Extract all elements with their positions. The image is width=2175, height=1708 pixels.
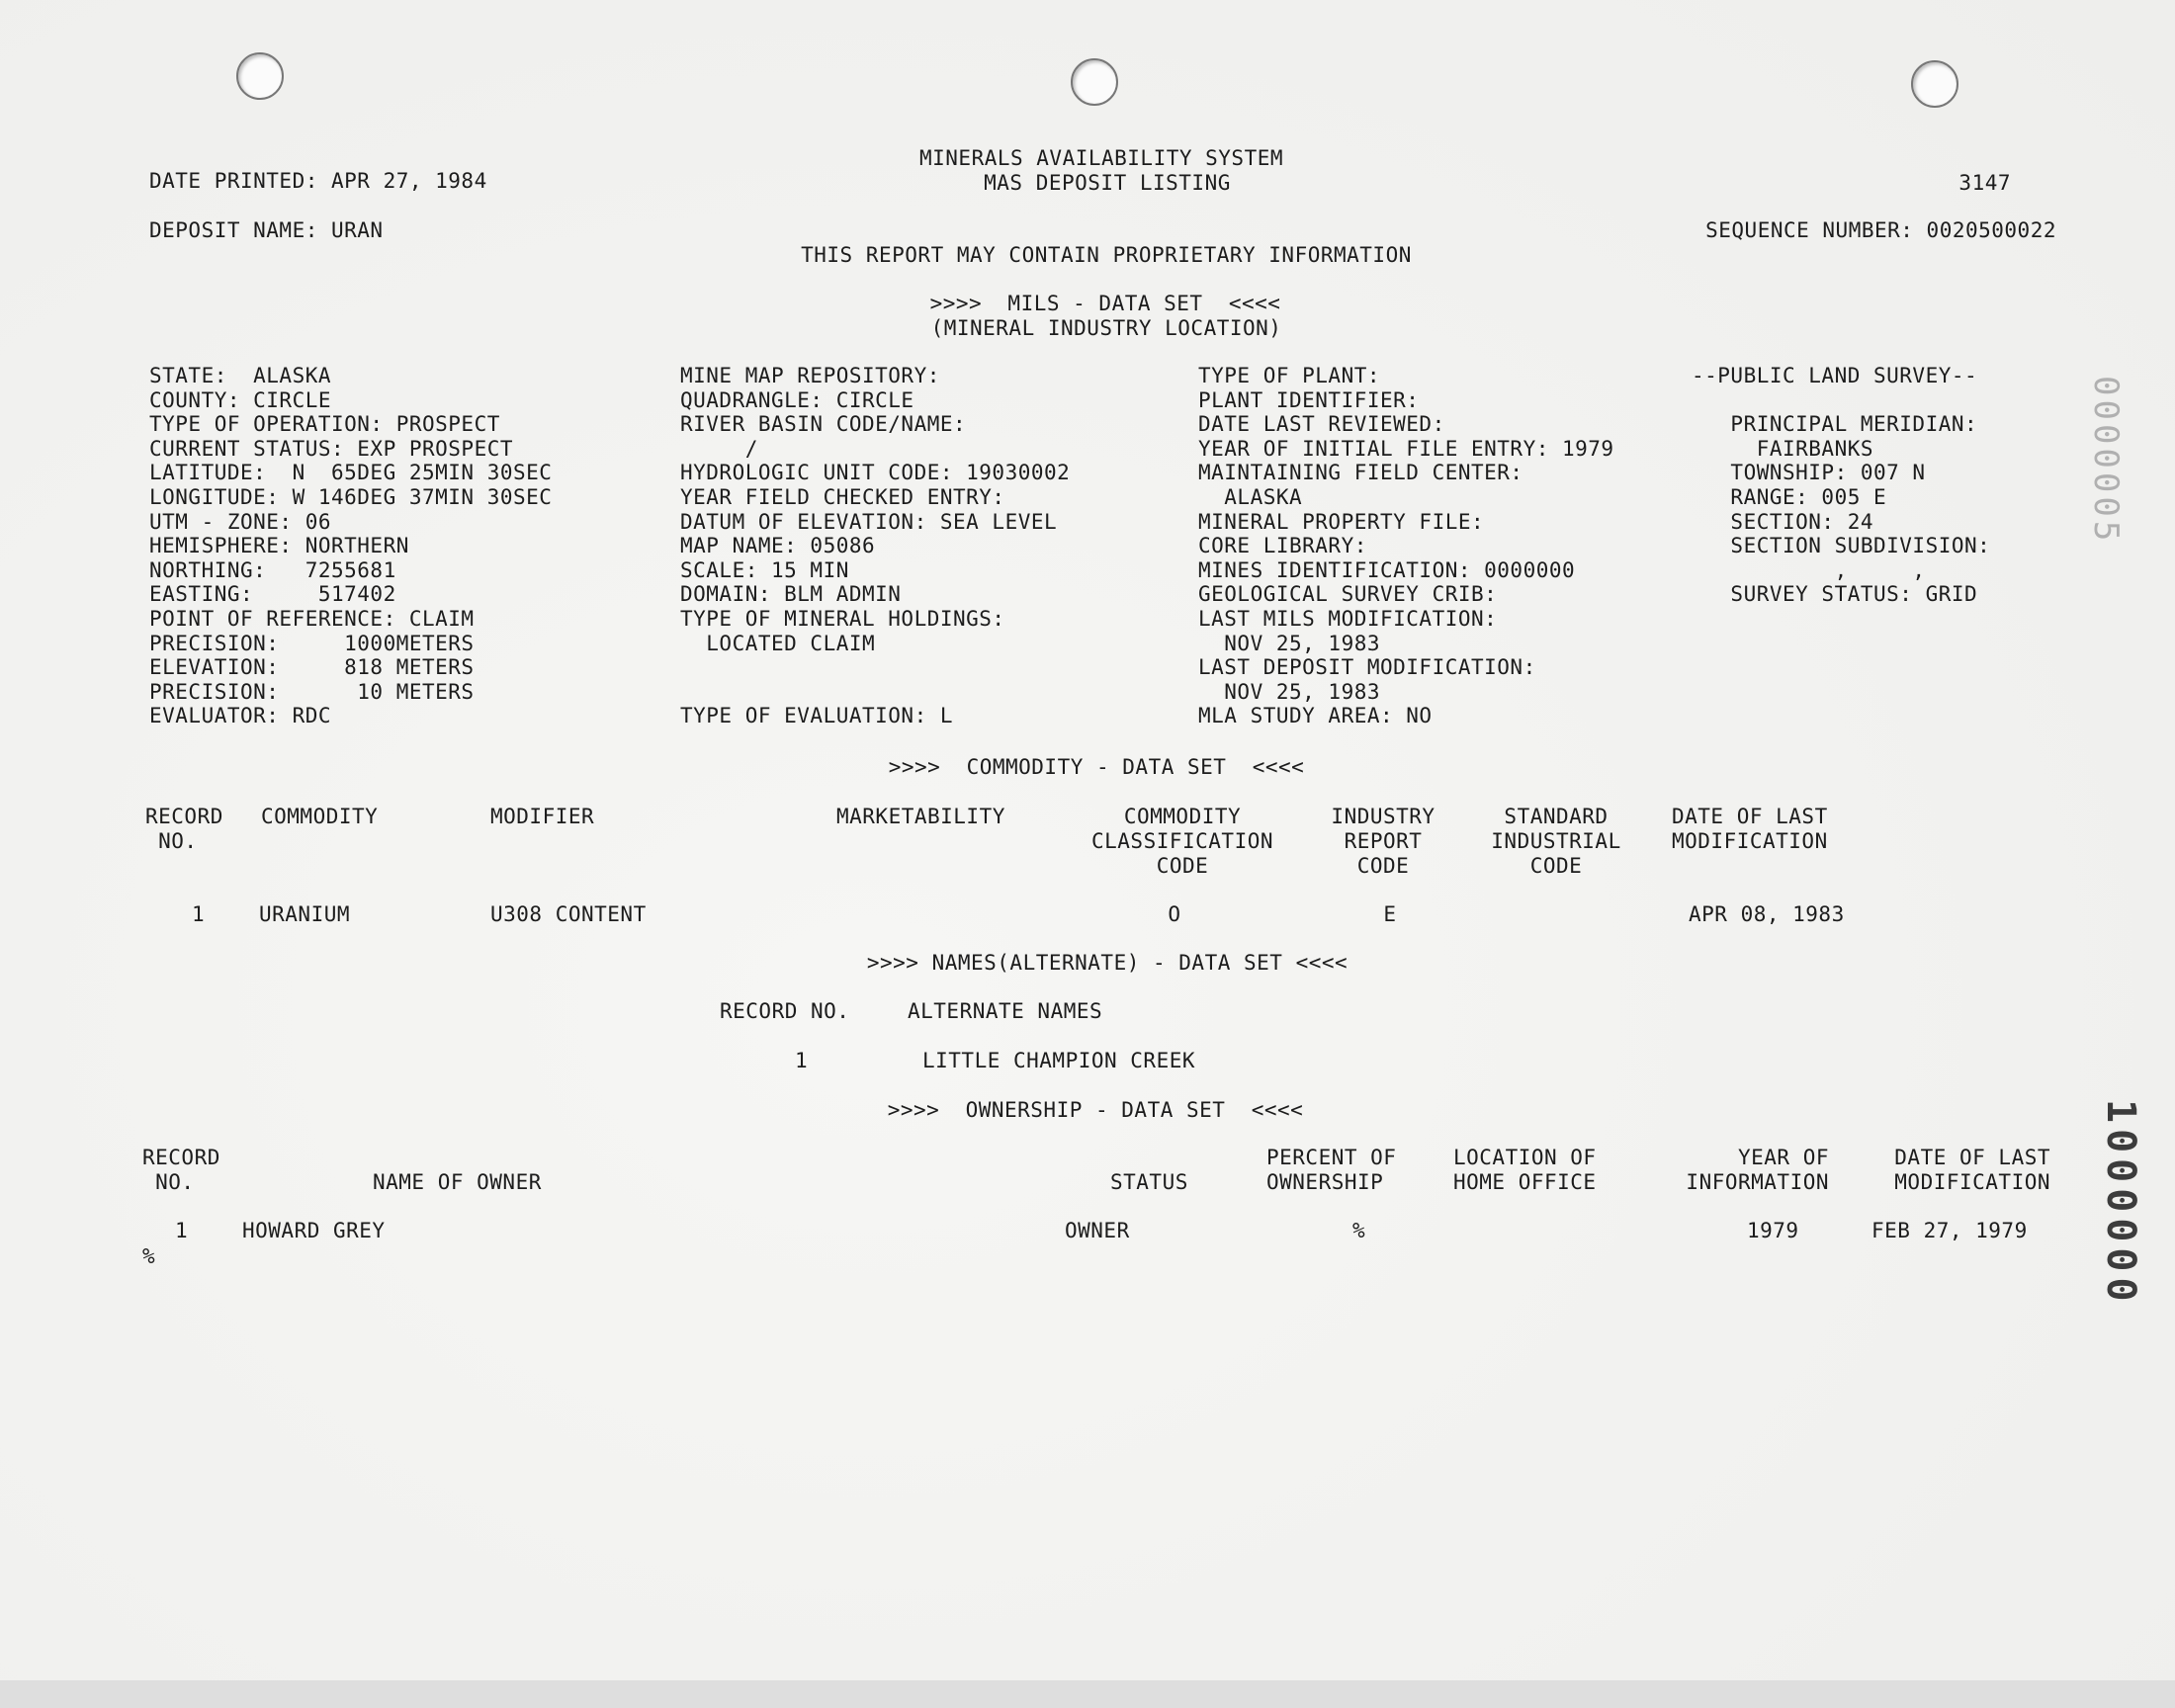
ownership-row-record: 1 [175,1219,189,1242]
mils-col2-line: MAP NAME: 05086 [680,534,876,557]
mils-col2-line: HYDROLOGIC UNIT CODE: 19030002 [680,461,1071,484]
commodity-header-commodity: COMMODITY [261,805,379,828]
names-row-name: LITTLE CHAMPION CREEK [922,1049,1196,1072]
ownership-header-status: STATUS [1110,1170,1188,1194]
names-header-record: RECORD NO. [720,999,850,1023]
ownership-row-status: OWNER [1065,1219,1130,1242]
mils-col1-line: EASTING: 517402 [149,582,396,606]
commodity-row-modifier: U308 CONTENT [490,902,647,926]
mils-col2-line: TYPE OF MINERAL HOLDINGS: [680,607,1005,631]
mils-col1-line: PRECISION: 10 METERS [149,680,475,704]
mils-col3-line: MINERAL PROPERTY FILE: [1198,510,1485,534]
mils-col2-line: YEAR FIELD CHECKED ENTRY: [680,485,1005,509]
mils-col3-line: PLANT IDENTIFIER: [1198,388,1420,412]
punch-hole-left [236,52,284,100]
mils-col2-line: / [680,437,758,461]
mils-col1-line: LATITUDE: N 65DEG 25MIN 30SEC [149,461,553,484]
ownership-row-owner: HOWARD GREY [242,1219,386,1242]
commodity-row-classification: O [1168,902,1181,926]
ownership-header-location: LOCATION OF HOME OFFICE [1453,1146,1597,1194]
mils-col4-line: PRINCIPAL MERIDIAN: [1692,412,1978,436]
mils-col3-line: LAST DEPOSIT MODIFICATION: [1198,655,1536,679]
deposit-name: DEPOSIT NAME: URAN [149,218,384,242]
mils-col3-line: MAINTAINING FIELD CENTER: [1198,461,1523,484]
date-printed: DATE PRINTED: APR 27, 1984 [149,169,487,193]
mils-col1-line: TYPE OF OPERATION: PROSPECT [149,412,500,436]
mils-col1-line: LONGITUDE: W 146DEG 37MIN 30SEC [149,485,553,509]
mils-col3-line: MLA STUDY AREA: NO [1198,704,1433,727]
ownership-title: >>>> OWNERSHIP - DATA SET <<<< [887,1098,1304,1122]
mils-col1-line: ELEVATION: 818 METERS [149,655,475,679]
commodity-header-marketability: MARKETABILITY [836,805,1005,828]
names-header-names: ALTERNATE NAMES [908,999,1103,1023]
mils-col2-line: DATUM OF ELEVATION: SEA LEVEL [680,510,1058,534]
names-row-record: 1 [795,1049,809,1072]
mils-col3-line: DATE LAST REVIEWED: [1198,412,1445,436]
mils-col2-line: RIVER BASIN CODE/NAME: [680,412,967,436]
mils-col3-line: CORE LIBRARY: [1198,534,1367,557]
mils-col1-line: POINT OF REFERENCE: CLAIM [149,607,475,631]
names-title: >>>> NAMES(ALTERNATE) - DATA SET <<<< [866,951,1348,975]
commodity-header-classification: COMMODITY CLASSIFICATION CODE [1090,805,1274,878]
mils-col1-line: UTM - ZONE: 06 [149,510,332,534]
punch-hole-right [1911,60,1958,108]
mils-col3-line: YEAR OF INITIAL FILE ENTRY: 1979 [1198,437,1614,461]
mils-col3-line: ALASKA [1198,485,1303,509]
mils-title: >>>> MILS - DATA SET <<<< [929,292,1281,315]
mils-col1-line: STATE: ALASKA [149,364,332,387]
page-number: 3147 [1958,171,2011,195]
mils-col3-line: NOV 25, 1983 [1198,680,1381,704]
sequence-number: SEQUENCE NUMBER: 0020500022 [1705,218,2056,242]
mils-col4-line: SECTION: 24 [1692,510,1874,534]
mils-col3-line: MINES IDENTIFICATION: 0000000 [1198,558,1576,582]
mils-col4-line: TOWNSHIP: 007 N [1692,461,1926,484]
ownership-header-date: DATE OF LAST MODIFICATION [1894,1146,2050,1194]
mils-col4-line: FAIRBANKS [1692,437,1874,461]
ownership-row-date: FEB 27, 1979 [1871,1219,2028,1242]
mils-col1-line: HEMISPHERE: NORTHERN [149,534,409,557]
trailing-percent-mark: % [142,1244,156,1268]
mils-col4-line: SURVEY STATUS: GRID [1692,582,1978,606]
mils-col2-line: DOMAIN: BLM ADMIN [680,582,902,606]
ownership-row-percent: % [1352,1219,1366,1242]
mils-col4-line: RANGE: 005 E [1692,485,1887,509]
mils-col4-line: --PUBLIC LAND SURVEY-- [1692,364,1978,387]
ownership-row-year: 1979 [1747,1219,1799,1242]
mils-col4-line: , , [1692,558,1926,582]
commodity-row-commodity: URANIUM [259,902,351,926]
mils-col2-line: QUADRANGLE: CIRCLE [680,388,914,412]
commodity-row-industry: E [1383,902,1397,926]
mils-col3-line: NOV 25, 1983 [1198,632,1381,655]
proprietary-notice: THIS REPORT MAY CONTAIN PROPRIETARY INFORMATION [801,243,1412,267]
commodity-header-industry: INDUSTRY REPORT CODE [1331,805,1436,878]
mils-col1-line: PRECISION: 1000METERS [149,632,475,655]
mils-col2-line: SCALE: 15 MIN [680,558,849,582]
commodity-header-date: DATE OF LAST MODIFICATION [1672,805,1828,853]
system-title: MINERALS AVAILABILITY SYSTEM [918,146,1284,170]
mils-col2-line: TYPE OF EVALUATION: L [680,704,954,727]
mils-col1-line: EVALUATOR: RDC [149,704,332,727]
scan-bottom-edge [0,1680,2175,1708]
mils-col3-line: TYPE OF PLANT: [1198,364,1381,387]
commodity-row-record: 1 [192,902,206,926]
ownership-header-owner: NAME OF OWNER [373,1170,542,1194]
ownership-header-year: YEAR OF INFORMATION [1686,1146,1829,1194]
punch-hole-center [1071,58,1118,106]
ownership-header-percent: PERCENT OF OWNERSHIP [1266,1146,1397,1194]
commodity-header-record: RECORD NO. [145,805,223,853]
mils-col2-line: MINE MAP REPOSITORY: [680,364,940,387]
margin-stamp-lower: 1000000 [2098,1099,2143,1308]
commodity-header-modifier: MODIFIER [490,805,595,828]
mils-col3-line: LAST MILS MODIFICATION: [1198,607,1498,631]
mils-col1-line: CURRENT STATUS: EXP PROSPECT [149,437,514,461]
mils-col1-line: COUNTY: CIRCLE [149,388,332,412]
mils-col4-line: SECTION SUBDIVISION: [1692,534,1991,557]
listing-title: MAS DEPOSIT LISTING [984,171,1231,195]
commodity-header-sic: STANDARD INDUSTRIAL CODE [1491,805,1621,878]
mils-subtitle: (MINERAL INDUSTRY LOCATION) [930,316,1282,340]
commodity-row-date: APR 08, 1983 [1689,902,1845,926]
ownership-header-record: RECORD NO. [142,1146,220,1194]
commodity-title: >>>> COMMODITY - DATA SET <<<< [888,755,1305,779]
mils-col3-line: GEOLOGICAL SURVEY CRIB: [1198,582,1498,606]
mils-col1-line: NORTHING: 7255681 [149,558,396,582]
margin-stamp-upper: 0000005 [2086,376,2126,546]
mils-col2-line: LOCATED CLAIM [680,632,876,655]
